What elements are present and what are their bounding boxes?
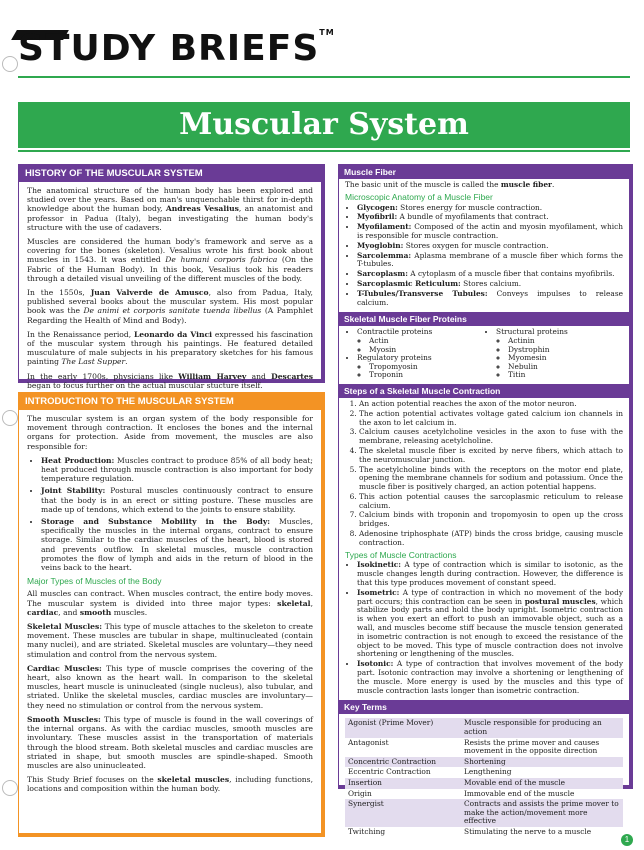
list-item: • Sarcoplasm: A cytoplasm of a muscle fiber that contains myofibrils. xyxy=(357,270,623,279)
list-item: • Myofilament: Composed of the actin and myosin myofilament, which is responsible for muscle contraction. xyxy=(357,223,623,241)
binder-hole xyxy=(2,780,18,796)
history-section xyxy=(18,164,325,390)
divider xyxy=(18,150,630,152)
page-number: 1 xyxy=(621,834,633,846)
page-title: Muscular System xyxy=(18,102,630,148)
list-item: • Storage and Substance Mobility in the Body: Muscles, specifically the muscles in the internal organs, contract to ensure storage. Similar to the cardiac muscles of the heart, blood is stored and prevents outflow. In skeletal muscles, muscle contraction promotes the flow of lymph and aids in the return of blood in the veins back to the heart. xyxy=(41,517,313,572)
section-heading: Key Terms xyxy=(339,700,629,714)
divider xyxy=(18,76,630,78)
subheading: Microscopic Anatomy of a Muscle Fiber xyxy=(345,191,493,202)
key-terms-table xyxy=(345,718,623,837)
history-paragraph: The anatomical structure of the human body has been explored and studied over the years. Based on man's unquenchable thirst for in-depth knowledge about the human body, Andreas Vesalius, an anatomist and professor in Padua (Italy), began investigating the human body's structure with the use of cadavers. xyxy=(27,186,314,232)
fiber-intro: The basic unit of the muscle is called the muscle fiber. xyxy=(345,180,555,189)
section-heading: HISTORY OF THE MUSCULAR SYSTEM xyxy=(19,165,321,182)
table-row: Synergist Contracts and assists the prime mover to make the action/movement more effective xyxy=(345,799,623,827)
table-row: Antagonist Resists the prime mover and causes movement in the opposite direction xyxy=(348,737,600,756)
intro-paragraph: Cardiac Muscles: This type of muscle comprises the covering of the heart, also known as the heart wall. In comparison to the skeletal muscles, heart muscle is uninucleated (single nucleus), also tubular, and striated. Unlike the skeletal muscles, cardiac muscles are involuntary—they need no stimulation or control from the nervous system. xyxy=(27,663,314,710)
table-row: Concentric Contraction Shortening xyxy=(345,757,623,768)
right-column xyxy=(338,164,633,836)
list-item: • Sarcoplasmic Reticulum: Stores calcium. xyxy=(357,280,623,289)
history-paragraph: Muscles are considered the human body's framework and serve as a covering for the bones (skeleton). Vesalius wrote his first book about muscles in 1543. It was entitled De humani corporis fabrica (On the Fabric of the Human Body). In this book, Vesalius took his readers through a detailed visual unveiling of the different muscles of the body. xyxy=(27,237,314,283)
list-item: • Isotonic: A type of contraction that involves movement of the body part. Isotonic contraction may involve a shortening or lengthening of the muscle. More energy is used by the muscles and this type of muscle contraction lasts longer than isometric contraction. xyxy=(357,660,623,695)
list-item: • Glycogen: Stores energy for muscle contraction. xyxy=(357,204,623,213)
list-item: • Joint Stability: Postural muscles continuously contract to ensure that the body is in an erect or sitting posture. These muscles are made up of tendons, which extend to the joints to ensure stability. xyxy=(41,486,313,514)
list-item: • Myoglobin: Stores oxygen for muscle contraction. xyxy=(357,242,623,251)
list-item: 4. The skeletal muscle fiber is excited by nerve fibers, which attach to the neuromuscular junction. xyxy=(359,447,623,465)
intro-section xyxy=(18,392,325,837)
list-item: 1. An action potential reaches the axon of the motor neuron. xyxy=(359,400,623,409)
protein-lists: • Contractile proteins ◦ Actin ◦ Myosin • Regulatory proteins ◦ Tropomyosin ◦ Troponin • Structural proteins ◦ Actinin ◦ Dystrophin ◦ Myomesin ◦ Nebulin ◦ Titin xyxy=(339,326,629,384)
list-item: • T-Tubules/Transverse Tubules: Conveys impulses to release calcium. xyxy=(357,290,623,308)
list-item: 5. The acetylcholine binds with the receptors on the motor end plate, opening the membrane channels for sodium and potassium. Once the muscle fiber is positively charged, an action potential happens. xyxy=(359,466,623,492)
table-row: Twitching Stimulating the nerve to a muscle xyxy=(348,826,592,836)
brand-logo: STUDY BRIEFS™ xyxy=(18,28,335,69)
table-row: Agonist (Prime Mover) Muscle responsible for producing an action xyxy=(345,718,623,737)
table-row: Origin Immovable end of the muscle xyxy=(348,788,575,798)
history-paragraph: In the early 1700s, physicians like William Harvey and Descartes began to focus further on the actual muscular stucture itself. xyxy=(27,371,313,390)
binder-hole xyxy=(2,410,18,426)
section-heading: Skeletal Muscle Fiber Proteins xyxy=(339,312,629,326)
list-item: • Isokinetic: A type of contraction which is similar to isotonic, as the muscle changes length during contraction. However, the difference is that this type produces movement of constant speed. xyxy=(357,561,623,587)
list-item: 8. Adenosine triphosphate (ATP) binds the cross bridge, causing muscle contraction. xyxy=(359,530,623,548)
list-item: • Isometric: A type of contraction in which no movement of the body part occurs; this contraction can be seen in postural muscles, which stabilize body parts and hold the body upright. Isometric contraction is when you exert an effort to push an immovable object, such as a wall, and muscles become stiff because the muscle tension generated in isometric contraction is not enough to exceed the resistance of the object to be moved. This type of muscle contraction does not involve shortening or lengthening of the muscles. xyxy=(357,589,623,659)
intro-paragraph: Skeletal Muscles: This type of muscle attaches to the skeleton to create movement. These muscles are tubular in shape, multinucleated (contain many nuclei), and are striated. Skeletal muscles are voluntary—they need stimulation and control from the nervous system. xyxy=(27,622,313,659)
intro-paragraph: This Study Brief focuses on the skeletal muscles, including functions, locations and composition within the human body. xyxy=(27,775,313,794)
table-row: Insertion Movable end of the muscle xyxy=(345,778,623,789)
subheading: Types of Muscle Contractions xyxy=(345,549,457,560)
intro-paragraph: The muscular system is an organ system of the body responsible for movement through contraction. It encloses the bones and the internal organs for protection. Aside from movement, the muscles are also responsible for: xyxy=(27,414,313,451)
list-item: • Sarcolemma: Aplasma membrane of a muscle fiber which forms the T-tubules. xyxy=(357,252,623,270)
binder-hole xyxy=(2,56,18,72)
section-heading: Steps of a Skeletal Muscle Contraction xyxy=(339,384,629,398)
intro-paragraph: All muscles can contract. When muscles contract, the entire body moves. The muscular system is divided into three major types: skeletal, cardiac, and smooth muscles. xyxy=(27,589,313,617)
list-item: 2. The action potential activates voltage gated calcium ion channels in the axon to let calcium in. xyxy=(359,410,623,428)
section-heading: INTRODUCTION TO THE MUSCULAR SYSTEM xyxy=(19,393,321,410)
list-item: • Heat Production: Muscles contract to produce 85% of all body heat; heat produced through muscle contraction is also important for body temperature regulation. xyxy=(41,456,313,484)
table-row: Eccentric Contraction Lengthening xyxy=(348,767,512,777)
history-paragraph: In the Renaissance period, Leonardo da Vinci expressed his fascination of the muscular system through his paintings. He featured detailed musculature of male subjects in his preparatory sketches for his famous painting The Last Supper. xyxy=(27,329,313,367)
list-item: 7. Calcium binds with troponin and tropomyosin to open up the cross bridges. xyxy=(359,511,623,529)
section-heading: Muscle Fiber xyxy=(339,165,629,179)
list-item: 6. This action potential causes the sarcoplasmic reticulum to release calcium. xyxy=(359,493,623,511)
list-item: 3. Calcium causes acetylcholine vesicles in the axon to fuse with the membrane, releasing acetylcholine. xyxy=(359,428,623,446)
intro-paragraph: Smooth Muscles: This type of muscle is found in the wall coverings of the internal organs. As with the cardiac muscles, smooth muscles are involuntary. These muscles assist in the transportation of materials through the blood stream. Both skeletal muscles and cardiac muscles are striated in shape, but smooth muscles are spindle-shaped. Smooth muscles are also uninucleated. xyxy=(27,714,313,770)
history-paragraph: In the 1550s, Juan Valverde de Amusco, also from Padua, Italy, published several books about the muscular system. His most popular book was the De animi et corporis sanitate tuenda libellus (A Pamphlet Regarding the Health of Mind and Body). xyxy=(27,288,314,325)
list-item: • Myofibril: A bundle of myofilaments that contract. xyxy=(357,213,623,222)
subheading: Major Types of Muscles of the Body xyxy=(27,576,162,587)
